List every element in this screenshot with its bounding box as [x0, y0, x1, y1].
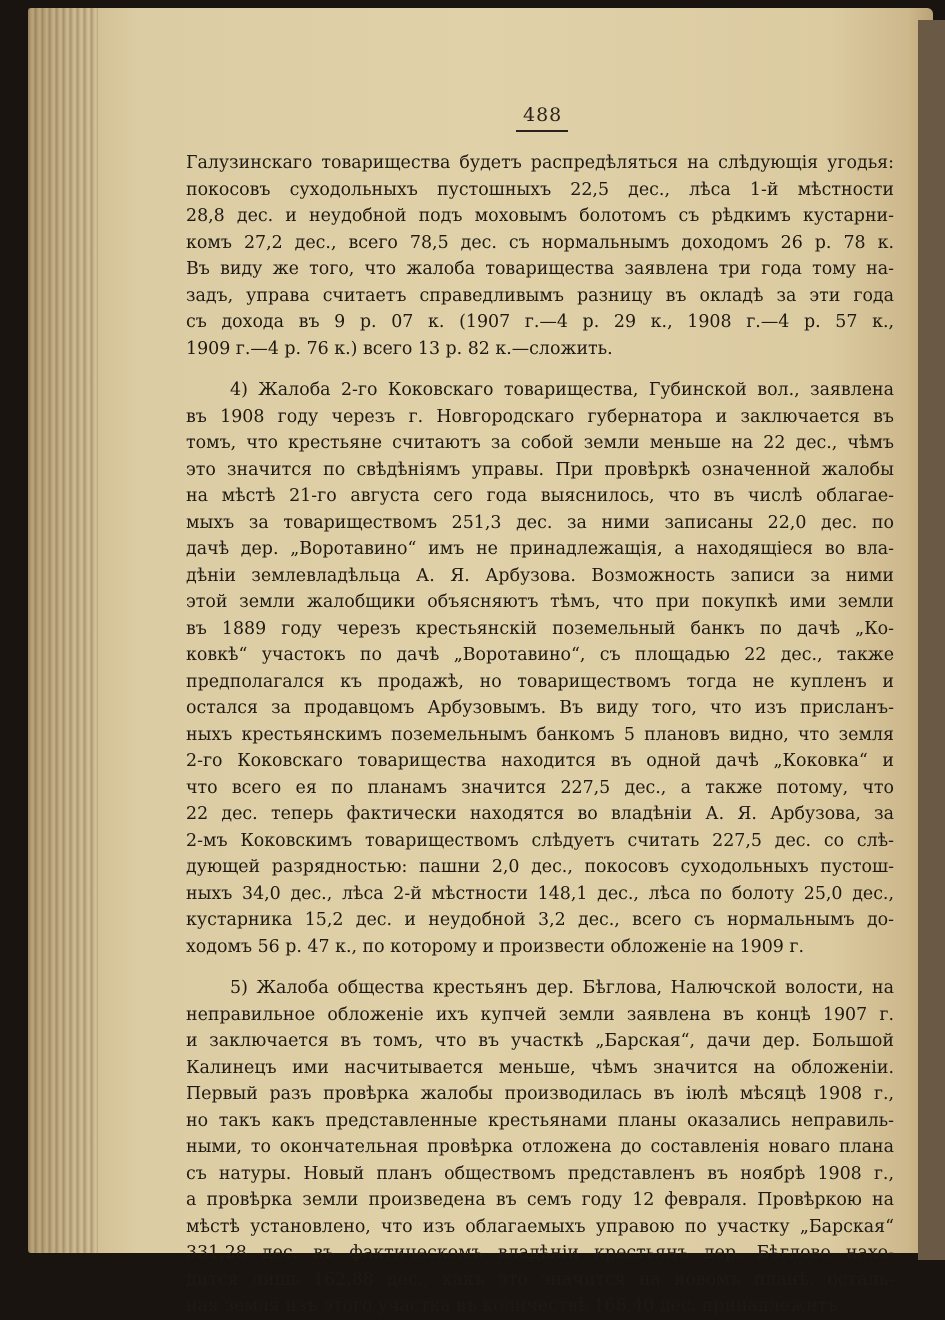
- paragraph: [186, 377, 894, 960]
- text-line: ныхъ крестьянскимъ поземельнымъ банкомъ 5 плановъ видно, что земля: [186, 724, 894, 745]
- text-line: Калинецъ ими насчитывается меньше, чѣмъ значится на обложеніи.: [186, 1057, 894, 1078]
- text-line: 5) Жалоба общества крестьянъ дер. Бѣглова, Налючской волости, на: [230, 978, 894, 998]
- body-text: [186, 150, 894, 1320]
- text-line: покосовъ суходольныхъ пустошныхъ 22,5 дес., лѣса 1-й мѣстности: [186, 179, 894, 200]
- text-line: ная земля изъ этого участка въ количествѣ 168,40 дес. принадлежитъ: [186, 1296, 839, 1316]
- text-line: это значится по свѣдѣніямъ управы. При провѣркѣ означенной жалобы: [186, 459, 894, 480]
- paragraph: [186, 150, 894, 362]
- page-number-underline: [516, 130, 568, 132]
- text-line: ходомъ 56 р. 47 к., по которому и произвести обложеніе на 1909 г.: [186, 936, 805, 957]
- text-line: но такъ какъ представленные крестьянами планы оказались неправиль-: [186, 1110, 894, 1131]
- text-line: 28,8 дес. и неудобной подъ моховымъ болотомъ съ рѣдкимъ кустарни-: [186, 206, 894, 226]
- text-line: Въ виду же того, что жалоба товарищества заявлена три года тому на-: [186, 259, 894, 279]
- text-line: 2-го Коковскаго товарищества находится въ одной дачѣ „Коковка“ и: [186, 751, 894, 771]
- text-line: 22 дес. теперь фактически находятся во владѣніи А. Я. Арбузова, за: [186, 804, 894, 824]
- text-line: въ 1889 году черезъ крестьянскій поземельный банкъ по дачѣ „Ко-: [186, 618, 894, 639]
- text-line: дится лишь 162,88 дес., какъ это значится на новомъ планѣ, осталь-: [186, 1269, 894, 1290]
- text-line: дѣніи землевладѣльца А. Я. Арбузова. Возможность записи за ними: [186, 565, 894, 586]
- text-line: предполагался къ продажѣ, но товариществомъ тогда не купленъ и: [186, 671, 894, 692]
- text-line: этой земли жалобщики объясняютъ тѣмъ, что при покупкѣ ими земли: [186, 592, 894, 612]
- text-line: остался за продавцомъ Арбузовымъ. Въ виду того, что изъ присланъ-: [186, 698, 894, 718]
- text-line: ковкѣ“ участокъ по дачѣ „Воротавино“, съ площадью 22 дес., также: [186, 645, 894, 665]
- text-line: и заключается въ томъ, что въ участкѣ „Барская“, дачи дер. Большой: [186, 1031, 894, 1051]
- text-line: мѣстѣ установлено, что изъ облагаемыхъ управою по участку „Барская“: [186, 1216, 894, 1237]
- text-line: задъ, управа считаетъ справедливымъ разницу въ окладѣ за эти года: [186, 285, 894, 306]
- text-line: что всего ея по планамъ значится 227,5 дес., а также потому, что: [186, 777, 894, 798]
- text-line: 1909 г.—4 р. 76 к.) всего 13 р. 82 к.—сложить.: [186, 338, 613, 359]
- text-line: Первый разъ провѣрка жалобы производилась въ іюлѣ мѣсяцѣ 1908 г.,: [186, 1084, 894, 1104]
- text-line: томъ, что крестьяне считаютъ за собой земли меньше на 22 дес., чѣмъ: [186, 433, 894, 453]
- book-spine-shadow: [918, 20, 945, 1260]
- text-line: на мѣстѣ 21-го августа сего года выяснилось, что въ числѣ облагае-: [186, 486, 894, 506]
- text-line: въ 1908 году черезъ г. Новгородскаго губернатора и заключается въ: [186, 406, 894, 427]
- page-stack-edge: [28, 8, 98, 1253]
- text-line: съ натуры. Новый планъ обществомъ представленъ въ ноябрѣ 1908 г.,: [186, 1163, 894, 1184]
- text-line: ныхъ 34,0 дес., лѣса 2-й мѣстности 148,1 дес., лѣса по болоту 25,0 дес.,: [186, 883, 894, 904]
- text-line: съ дохода въ 9 р. 07 к. (1907 г.—4 р. 29 к., 1908 г.—4 р. 57 к.,: [186, 312, 894, 332]
- text-line: 4) Жалоба 2-го Коковскаго товарищества, Губинской вол., заявлена: [230, 380, 894, 400]
- paragraph: [186, 975, 894, 1320]
- text-line: 2-мъ Коковскимъ товариществомъ слѣдуетъ считать 227,5 дес. со слѣ-: [186, 830, 894, 851]
- page-number: 488: [523, 104, 563, 126]
- text-line: Галузинскаго товарищества будетъ распредѣляться на слѣдующія угодья:: [186, 153, 894, 173]
- text-line: неправильное обложеніе ихъ купчей земли заявлена въ концѣ 1907 г.: [186, 1004, 894, 1025]
- text-line: ными, то окончательная провѣрка отложена до составленія новаго плана: [186, 1137, 894, 1157]
- text-line: дующей разрядностью: пашни 2,0 дес., покосовъ суходольныхъ пустош-: [186, 857, 894, 877]
- text-line: а провѣрка земли произведена въ семъ году 12 февраля. Провѣркою на: [186, 1190, 894, 1210]
- text-line: кустарника 15,2 дес. и неудобной 3,2 дес., всего съ нормальнымъ до-: [186, 910, 894, 930]
- text-line: комъ 27,2 дес., всего 78,5 дес. съ нормальнымъ доходомъ 26 р. 78 к.: [186, 232, 894, 253]
- text-line: дачѣ дер. „Воротавино“ имъ не принадлежащія, а находящіеся во вла-: [186, 539, 894, 559]
- text-line: 331,28 дес. въ фактическомъ владѣніи крестьянъ дер. Бѣглово нахо-: [186, 1243, 894, 1263]
- text-line: мыхъ за товариществомъ 251,3 дес. за ними записаны 22,0 дес. по: [186, 512, 894, 533]
